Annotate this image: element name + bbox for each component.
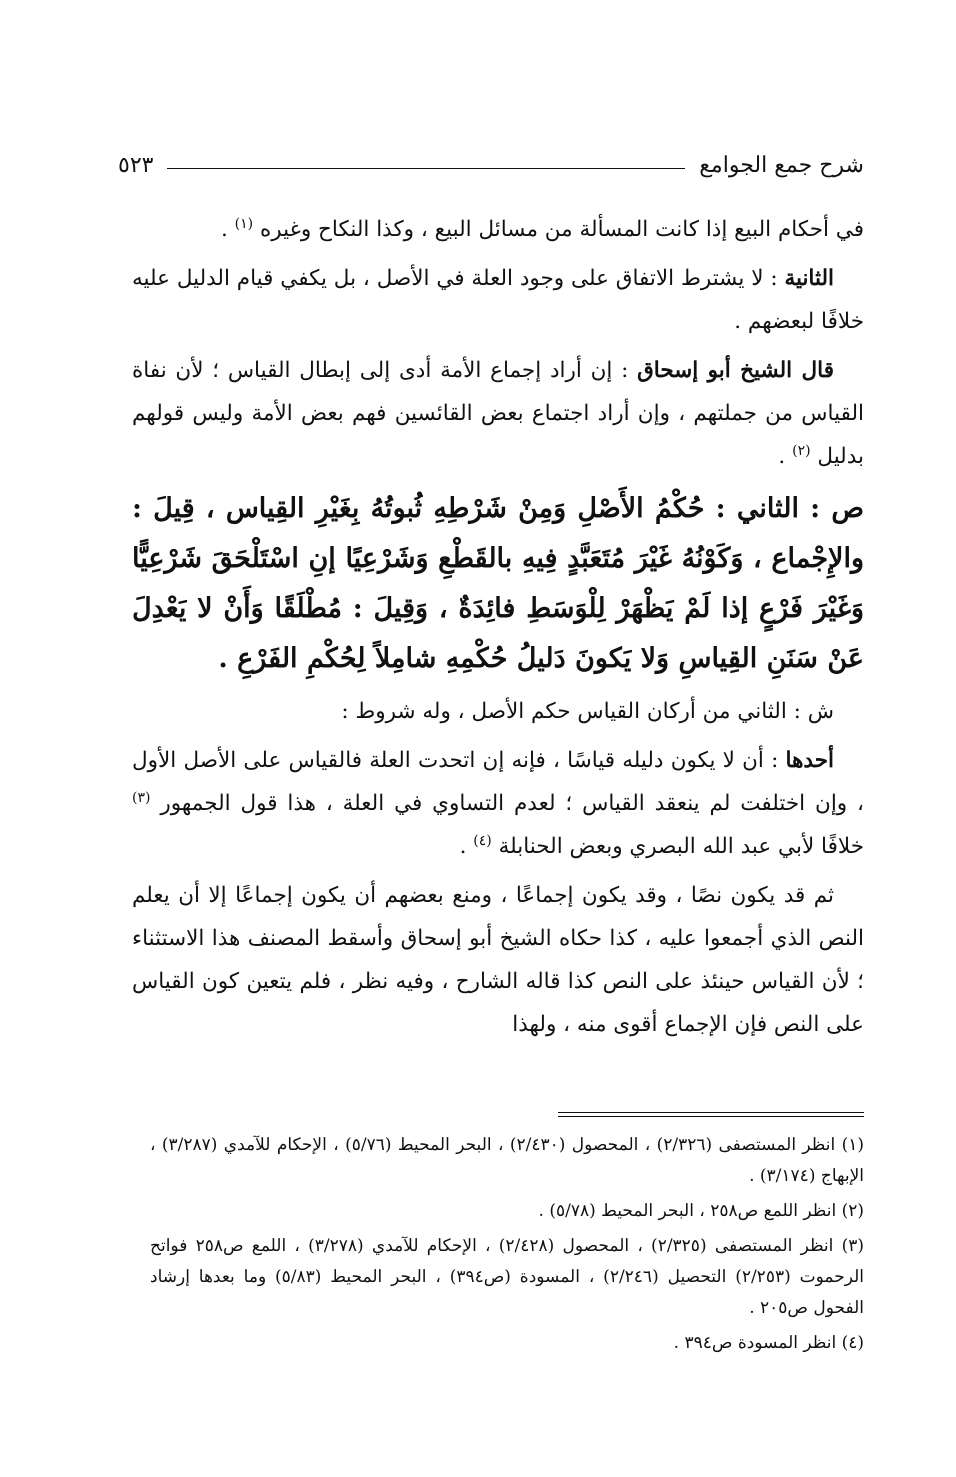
footnote-rule-top <box>558 1112 864 1113</box>
paragraph-lead: أحدها <box>785 748 834 773</box>
paragraph-end: . <box>459 834 474 859</box>
matn-text: ص : الثاني : حُكْمُ الأَصْلِ وَمِنْ شَرْطِهِ ثُبوتُهُ بِغَيْرِ القِياس ، قِيلَ : والإِجْماع ، وَكَوْنُهُ غَيْرَ مُتَعَبَّدٍ فِيهِ بالقَطْعِ وَشَرْعِيًا إنِ اسْتَلْحَقَ شَرْعِيًّا وَغَيْرَ فَرْعٍ إذا لَمْ يَظْهَرْ لِلْوَسَطِ فائِدَةٌ ، وَقِيلَ : مُطْلَقًا وَأَنْ لا يَعْدِلَ عَنْ سَنَنِ القِياسِ وَلا يَكونَ دَليلُ حُكْمِهِ شامِلاً لِحُكْمِ الفَرْعِ . <box>132 493 864 674</box>
paragraph-6 <box>132 874 864 1046</box>
paragraph-lead: الثانية <box>784 266 834 291</box>
footnote-ref-3[interactable]: (٣) <box>132 789 151 806</box>
footnotes <box>150 1130 864 1363</box>
footnote-separator <box>558 1112 864 1117</box>
footnote-3: (٣) انظر المستصفى (٢/٣٢٥) ، المحصول (٢/٤٢٨) ، الإحكام للآمدي (٣/٢٧٨) ، اللمع ص٢٥٨ فواتح الرحموت (٢/٢٥٣) التحصيل (٢/٢٤٦) ، المسودة (ص٣٩٤) ، البحر المحيط (٥/٨٣) وما بعدها إرشاد الفحول ص٢٠٥ . <box>150 1236 865 1318</box>
book-title: شرح جمع الجوامع <box>699 152 864 178</box>
page-number: ٥٢٣ <box>118 152 154 178</box>
paragraph-text: خلافًا لأبي عبد الله البصري وبعض الحنابلة <box>498 834 864 859</box>
paragraph-3 <box>132 349 864 478</box>
paragraph-lead: قال الشيخ أبو إسحاق <box>637 358 834 383</box>
footnote-ref-1[interactable]: (١) <box>234 215 254 232</box>
footnote-ref-4[interactable]: (٤) <box>473 832 492 849</box>
main-text <box>132 208 864 1052</box>
paragraph-text: : لا يشترط الاتفاق على وجود العلة في الأصل ، بل يكفي قيام الدليل عليه خلافًا لبعضهم . <box>132 266 864 334</box>
paragraph-text: : إن أراد إجماع الأمة أدى إلى إبطال القياس ؛ لأن نفاة القياس من جملتهم ، وإن أراد اجتماع بعض القائسين فهم بعض الأمة وليس قولهم بدليل <box>132 358 864 469</box>
paragraph-1 <box>132 208 864 251</box>
paragraph-end: . <box>220 217 235 242</box>
paragraph-end: . <box>778 444 793 469</box>
paragraph-5 <box>132 739 864 868</box>
paragraph-text: ش : الثاني من أركان القياس حكم الأصل ، وله شروط : <box>341 699 834 724</box>
running-header <box>118 148 864 182</box>
footnote-4: (٤) انظر المسودة ص٣٩٤ . <box>673 1333 864 1353</box>
footnote-1: (١) انظر المستصفى (٢/٣٢٦) ، المحصول (٢/٤٣٠) ، البحر المحيط (٥/٧٦) ، الإحكام للآمدي (٣/٢٨٧) ، الإبهاج (٣/١٧٤) . <box>150 1135 865 1186</box>
paragraph-2 <box>132 257 864 343</box>
footnote-rule-bottom <box>558 1116 864 1117</box>
paragraph-4 <box>132 690 864 733</box>
paragraph-text: ثم قد يكون نصًا ، وقد يكون إجماعًا ، ومنع بعضهم أن يكون إجماعًا إلا أن يعلم النص الذي أجمعوا عليه ، كذا حكاه الشيخ أبو إسحاق وأسقط المصنف هذا الاستثناء ؛ لأن القياس حينئذ على النص كذا قاله الشارح ، وفيه نظر ، فلم يتعين كون القياس على النص فإن الإجماع أقوى منه ، ولهذا <box>132 883 864 1037</box>
header-rule <box>167 168 685 169</box>
paragraph-text: : أن لا يكون دليله قياسًا ، فإنه إن اتحدت العلة فالقياس على الأصل الأول ، وإن اختلفت لم ينعقد القياس ؛ لعدم التساوي في العلة ، هذا قول الجمهور <box>132 748 864 816</box>
paragraph-text: في أحكام البيع إذا كانت المسألة من مسائل البيع ، وكذا النكاح وغيره <box>259 217 864 242</box>
footnote-2: (٢) انظر اللمع ص٢٥٨ ، البحر المحيط (٥/٧٨) . <box>538 1201 864 1221</box>
footnote-ref-2[interactable]: (٢) <box>792 442 811 459</box>
